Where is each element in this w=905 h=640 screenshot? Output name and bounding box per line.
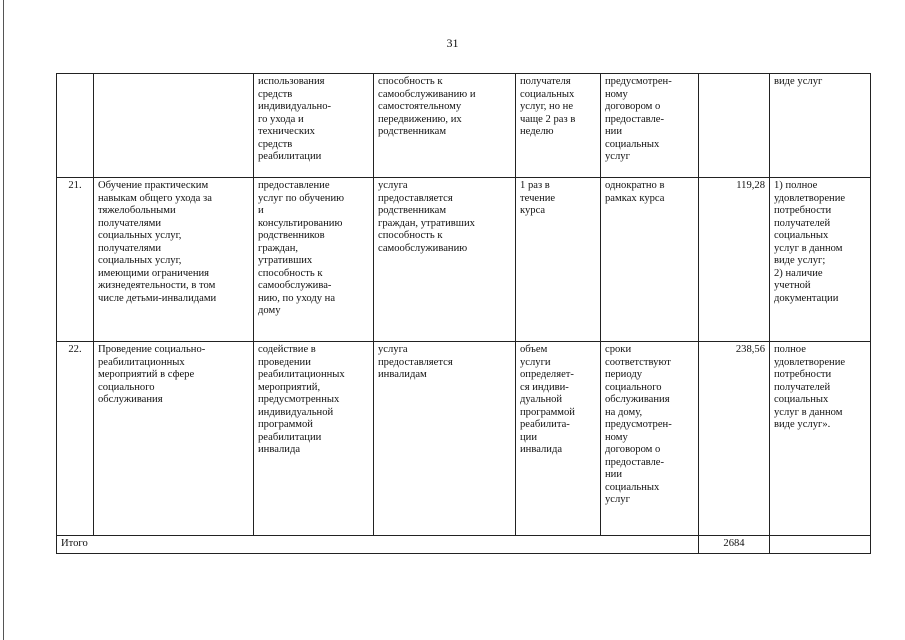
service-recipients: способность к самообслуживанию и самостоятельному передвижению, их родственникам <box>374 74 516 178</box>
service-cost: 119,28 <box>699 178 770 342</box>
service-term: предусмотрен- ному договором о предоставле- нии социальных услуг <box>601 74 699 178</box>
total-cost: 2684 <box>699 536 770 554</box>
service-name: Обучение практическим навыкам общего ухода за тяжелобольными получателями социальных услуг, получателями социальных услуг, имеющими ограничения жизнедеятельности, в том числе детьми-инвалидами <box>94 178 254 342</box>
quality-criteria: 1) полное удовлетворение потребности получателей социальных услуг в данном виде услуг; 2) наличие учетной документации <box>770 178 871 342</box>
row-number <box>57 74 94 178</box>
service-name: Проведение социально- реабилитационных мероприятий в сфере социального обслуживания <box>94 342 254 536</box>
service-frequency: 1 раз в течение курса <box>516 178 601 342</box>
page-number: 31 <box>446 36 459 50</box>
service-frequency: получателя социальных услуг, но не чаще 2 раз в неделю <box>516 74 601 178</box>
service-cost: 238,56 <box>699 342 770 536</box>
service-recipients: услуга предоставляется родственникам граждан, утративших способность к самообслуживанию <box>374 178 516 342</box>
service-frequency: объем услуги определяет- ся индиви- дуальной программой реабилита- ции инвалида <box>516 342 601 536</box>
total-label: Итого <box>57 536 699 554</box>
service-term: однократно в рамках курса <box>601 178 699 342</box>
service-content: предоставление услуг по обучению и консультированию родственников граждан, утративших способность к самообслужива- нию, по уходу на дому <box>254 178 374 342</box>
service-content: содействие в проведении реабилитационных мероприятий, предусмотренных индивидуальной программой реабилитации инвалида <box>254 342 374 536</box>
service-name <box>94 74 254 178</box>
total-row <box>57 536 871 554</box>
service-content: использования средств индивидуально- го ухода и технических средств реабилитации <box>254 74 374 178</box>
service-recipients: услуга предоставляется инвалидам <box>374 342 516 536</box>
table-row <box>57 74 871 178</box>
scan-edge-line <box>3 0 4 640</box>
quality-criteria: полное удовлетворение потребности получателей социальных услуг в данном виде услуг». <box>770 342 871 536</box>
row-number: 22. <box>57 342 94 536</box>
row-number: 21. <box>57 178 94 342</box>
service-cost <box>699 74 770 178</box>
service-term: сроки соответствуют периоду социального обслуживания на дому, предусмотрен- ному договором о предоставле- нии социальных услуг <box>601 342 699 536</box>
table-row <box>57 178 871 342</box>
total-criteria-empty <box>770 536 871 554</box>
services-table <box>56 73 871 554</box>
quality-criteria: виде услуг <box>770 74 871 178</box>
table-row <box>57 342 871 536</box>
